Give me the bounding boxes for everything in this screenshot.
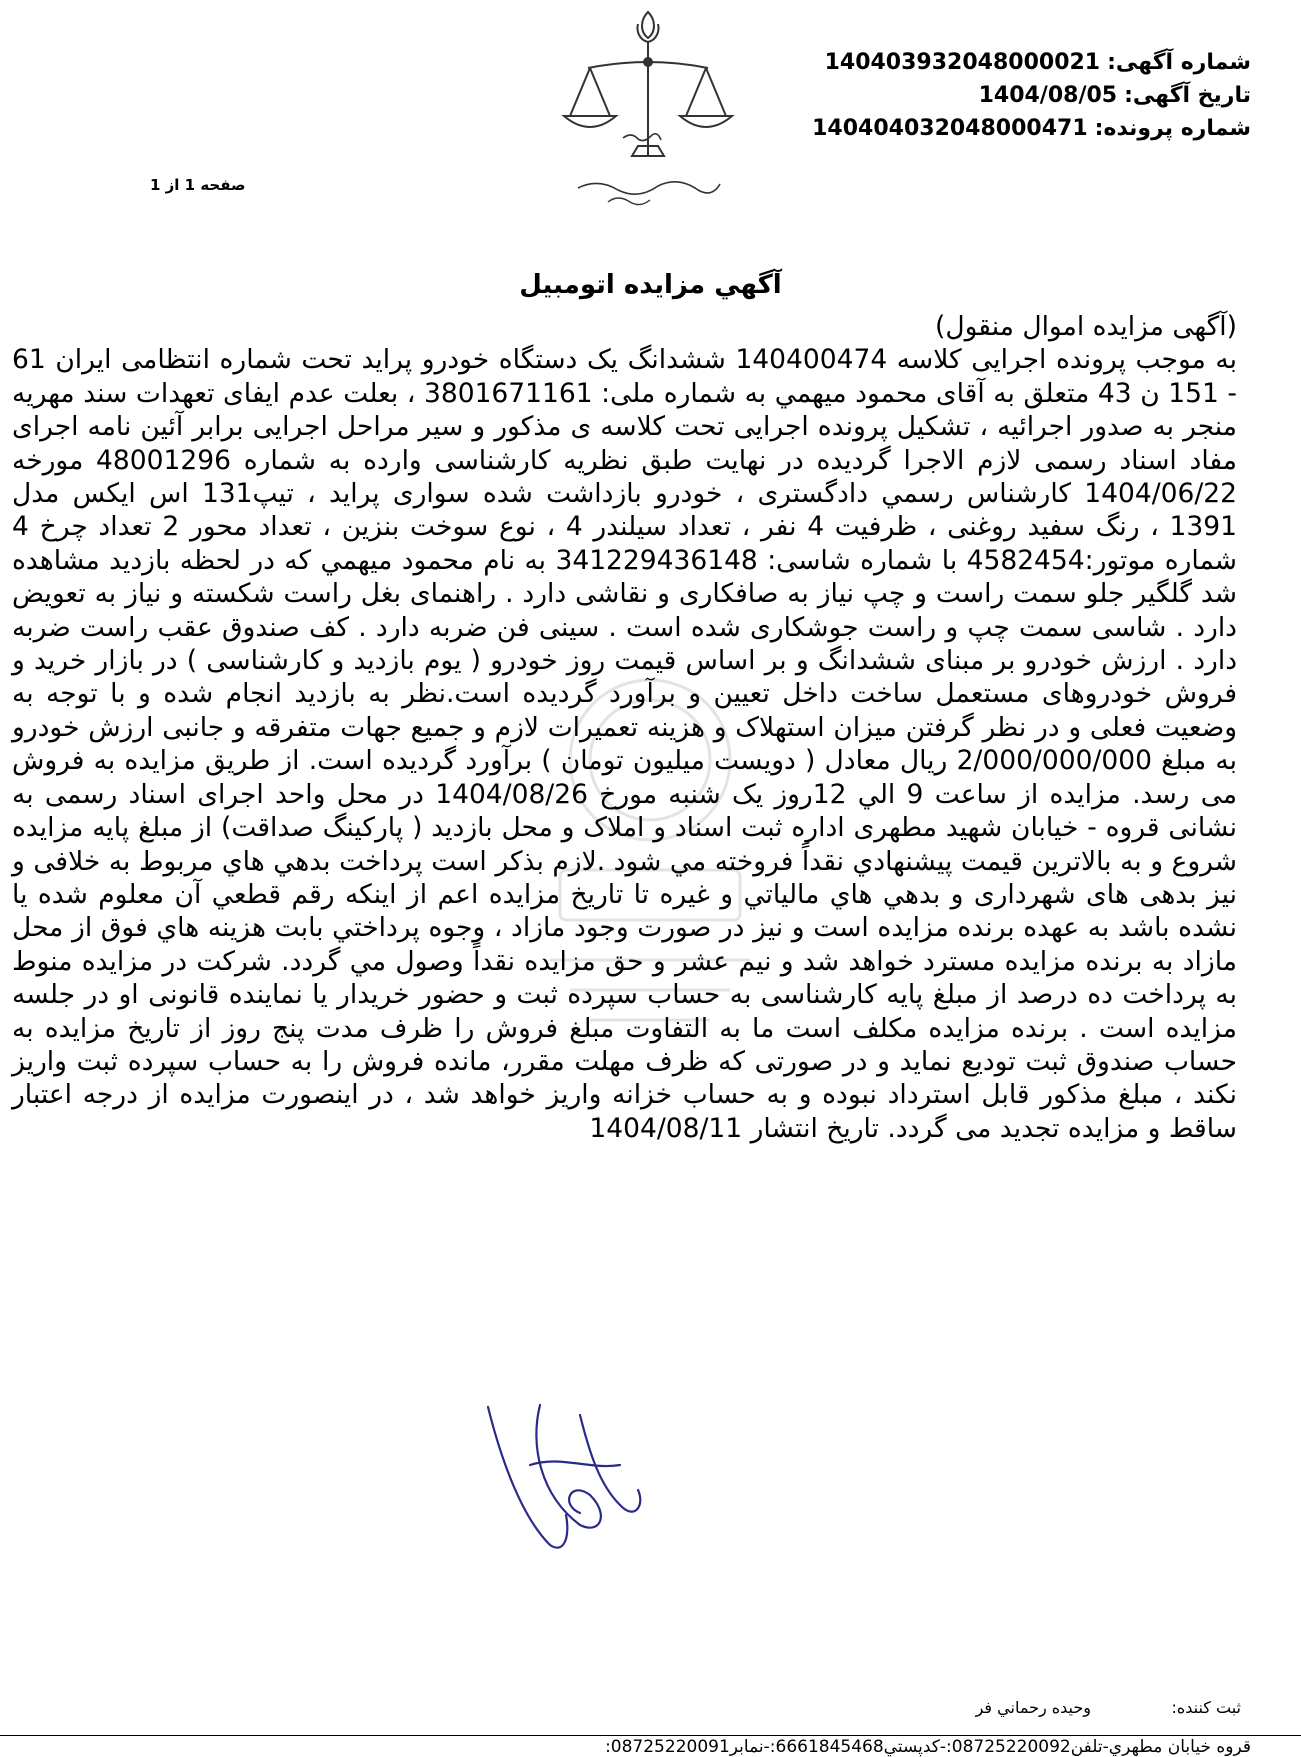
page-title: آگهي مزایده اتومبیل [519, 270, 782, 300]
footer-divider [0, 1735, 1301, 1736]
file-number: 140404032048000471 [812, 116, 1088, 141]
notice-date-row [831, 79, 1251, 112]
notice-number: 140403932048000021 [824, 50, 1101, 75]
notice-number-row [824, 46, 1251, 79]
file-number-label: شماره پرونده: [1094, 116, 1251, 141]
notice-subtitle: (آگهی مزایده اموال منقول) [935, 311, 1237, 342]
notice-body [12, 310, 1237, 1145]
notice-date-label: تاریخ آگهی: [1124, 83, 1251, 108]
notice-number-label: شماره آگهی: [1107, 50, 1251, 75]
file-number-row [812, 112, 1251, 145]
registrar-label: ثبت کننده: [1171, 1698, 1241, 1717]
notice-meta [812, 46, 1251, 145]
notice-date: 1404/08/05 [978, 83, 1118, 108]
judiciary-emblem-icon [548, 6, 748, 224]
notice-paragraph: به موجب پرونده اجرایی کلاسه 140400474 ششدانگ یک دستگاه خودرو پراید تحت شماره انتظامی ایران 61 - 151 ن 43 متعلق به آقای محمود میهمي به شماره ملی: 3801671161 ، بعلت عدم ایفای تعهدات سند مهریه منجر به صدور اجرائیه ، تشکیل پرونده اجرایی تحت کلاسه ی مذکور و سیر مراحل اجرایی برابر آئین نامه اجرای مفاد اسناد رسمی لازم الاجرا گردیده در نهایت طبق نظریه کارشناسی وارده به شماره 48001296 مورخه 1404/06/22 کارشناس رسمي دادگستری ، خودرو بازداشت شده سواری پراید ، تیپ131 اس ایکس مدل 1391 ، رنگ سفید روغنی ، ظرفیت 4 نفر ، تعداد سیلندر 4 ، نوع سوخت بنزین ، تعداد محور 2 تعداد چرخ 4 شماره موتور:4582454 با شماره شاسی: 341229436148 به نام محمود میهمي که در لحظه بازدید مشاهده شد گلگیر جلو سمت راست و چپ نیاز به صافکاری و نقاشی دارد . راهنمای بغل راست شکسته و نیاز به تعویض دارد . شاسی سمت چپ و راست جوشکاری شده است . سینی فن ضربه دارد . کف صندوق عقب راست ضربه دارد . ارزش خودرو بر مبنای ششدانگ و بر اساس قیمت روز خودرو ( یوم بازدید و کارشناسی ) در بازار خرید و فروش خودروهای مستعمل ساخت داخل تعیین و برآورد گردیده است.نظر به بازدید انجام شده و با توجه به وضعیت فعلی و در نظر گرفتن میزان استهلاک و هزینه تعمیرات لازم و جمیع جهات متفرقه و جانبی ارزش خودرو به مبلغ 2/000/000/000 ریال معادل ( دویست میلیون تومان ) برآورد گردیده است. از طریق مزایده به فروش می رسد. مزایده از ساعت 9 الي 12روز یک شنبه مورخ 1404/08/26 در محل واحد اجرای اسناد رسمی به نشانی قروه - خیابان شهید مطهری اداره ثبت اسناد و املاک و محل بازدید ( پارکینگ صداقت) از مبلغ پایه مزایده شروع و به بالاترین قیمت پیشنهادي نقداً فروخته مي شود .لازم بذکر است پرداخت بدهي هاي مربوط به خلافی و نیز بدهی های شهرداری و بدهي هاي مالياتي و غیره تا تاریخ مزایده اعم از اینکه رقم قطعي آن معلوم شده یا نشده باشد به عهده برنده مزایده است و نیز در صورت وجود مازاد ، وجوه پرداختي بابت هزینه هاي فوق از محل مازاد به برنده مزایده مسترد خواهد شد و نیم عشر و حق مزایده نقداً وصول مي گردد. شرکت در مزایده منوط به پرداخت ده درصد از مبلغ پایه کارشناسی به حساب سپرده ثبت و حضور خریدار یا نماینده قانونی او در جلسه مزایده است . برنده مزایده مکلف است ما به التفاوت مبلغ فروش را ظرف مدت پنج روز از تاریخ مزایده به حساب صندوق ثبت تودیع نماید و در صورتی که ظرف مهلت مقرر، مانده فروش را به حساب سپرده ثبت واریز نکند ، مبلغ مذکور قابل استرداد نبوده و به حساب خزانه واریز خواهد شد ، در اینصورت مزایده از درجه اعتبار ساقط و مزایده تجدید می گردد. تاریخ انتشار 1404/08/11 [12, 344, 1238, 1144]
page-count: صفحه 1 از 1 [150, 176, 246, 194]
office-address: قروه خیابان مطهري-تلفن08725220092:-کدپستي6661845468:-نمابر08725220091: [605, 1737, 1251, 1757]
signature-icon [470, 1395, 690, 1565]
registrar-name: وحیده رحماني فر [975, 1698, 1091, 1717]
